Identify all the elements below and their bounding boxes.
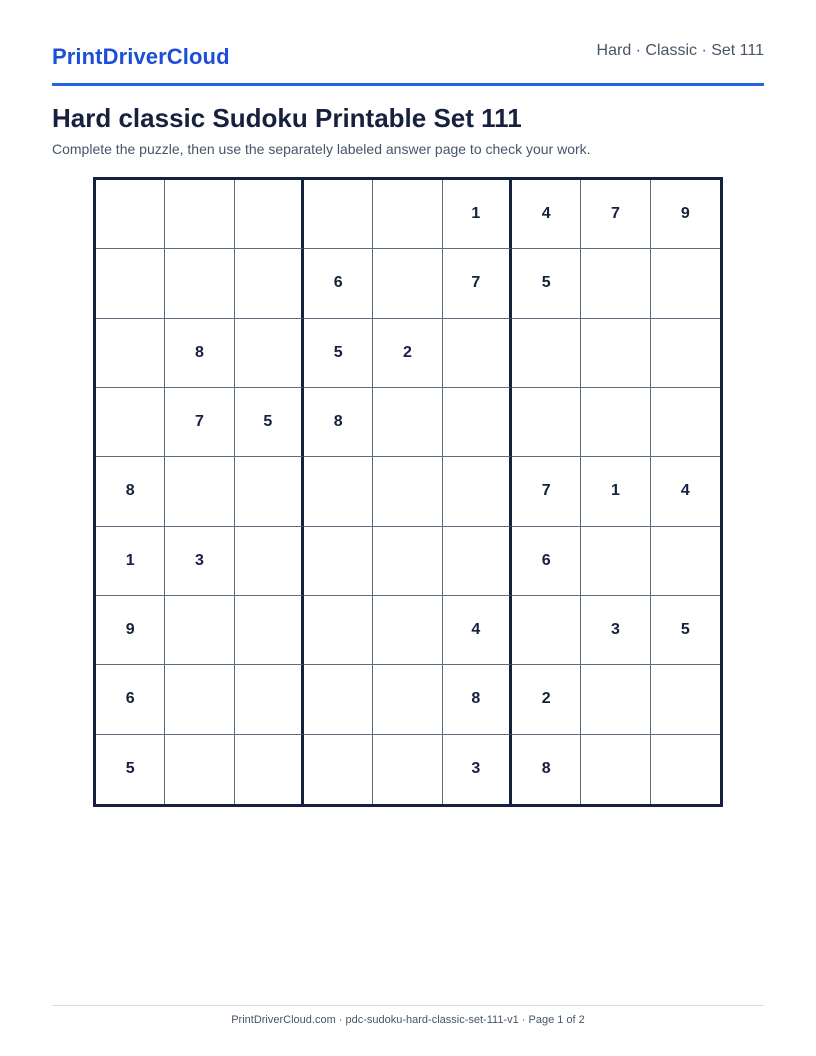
sudoku-cell: [96, 249, 165, 318]
sudoku-cell: [512, 596, 581, 665]
sudoku-cell: [235, 249, 304, 318]
sudoku-cell: [373, 665, 442, 734]
sudoku-cell: [373, 457, 442, 526]
sudoku-cell: [651, 319, 720, 388]
sudoku-cell: [512, 319, 581, 388]
sudoku-cell: 7: [443, 249, 512, 318]
sudoku-cell: [373, 180, 442, 249]
sudoku-cell: [235, 527, 304, 596]
sudoku-cell: [373, 388, 442, 457]
sudoku-cell: [235, 457, 304, 526]
sudoku-cell: 8: [512, 735, 581, 804]
sudoku-cell: 5: [304, 319, 373, 388]
sudoku-cell: [581, 735, 650, 804]
sudoku-cell: [165, 596, 234, 665]
sudoku-cell: 1: [443, 180, 512, 249]
sudoku-cell: [581, 249, 650, 318]
sudoku-cell: [304, 457, 373, 526]
sudoku-cell: [304, 665, 373, 734]
sudoku-cell: 6: [96, 665, 165, 734]
sudoku-cell: 1: [581, 457, 650, 526]
page-footer: PrintDriverCloud.com · pdc-sudoku-hard-classic-set-111-v1 · Page 1 of 2: [231, 1014, 585, 1026]
sudoku-cell: [165, 735, 234, 804]
sudoku-cell: [651, 665, 720, 734]
sudoku-cell: [651, 388, 720, 457]
sudoku-cell: [373, 249, 442, 318]
sudoku-cell: [581, 319, 650, 388]
sudoku-cell: [443, 319, 512, 388]
sudoku-grid: [93, 177, 723, 807]
sudoku-cell: 3: [581, 596, 650, 665]
sudoku-cell: 5: [96, 735, 165, 804]
sudoku-cell: 7: [512, 457, 581, 526]
brand-logo: PrintDriverCloud: [52, 44, 230, 69]
sudoku-cell: 9: [651, 180, 720, 249]
sudoku-cell: 5: [512, 249, 581, 318]
sudoku-cell: [304, 735, 373, 804]
sudoku-cell: [443, 388, 512, 457]
footer-divider: [52, 1005, 764, 1006]
page-header: [52, 0, 764, 86]
sudoku-cell: 6: [304, 249, 373, 318]
sudoku-cell: 4: [443, 596, 512, 665]
sudoku-cell: [235, 735, 304, 804]
sudoku-cell: 5: [235, 388, 304, 457]
sudoku-cell: 7: [165, 388, 234, 457]
sudoku-cell: 9: [96, 596, 165, 665]
sudoku-cell: 5: [651, 596, 720, 665]
sudoku-cell: [373, 596, 442, 665]
page-title: Hard classic Sudoku Printable Set 111: [52, 103, 522, 133]
sudoku-cell: 7: [581, 180, 650, 249]
sudoku-cell: [96, 180, 165, 249]
sudoku-cell: [373, 527, 442, 596]
sudoku-cell: 8: [304, 388, 373, 457]
sudoku-cell: [96, 319, 165, 388]
sudoku-cell: [235, 596, 304, 665]
sudoku-cell: 3: [165, 527, 234, 596]
sudoku-cell: 6: [512, 527, 581, 596]
sudoku-cell: [651, 527, 720, 596]
sudoku-cell: [235, 665, 304, 734]
sudoku-cell: [165, 457, 234, 526]
sudoku-cell: [165, 665, 234, 734]
sudoku-cell: [304, 596, 373, 665]
sudoku-cell: [581, 665, 650, 734]
sudoku-cell: 3: [443, 735, 512, 804]
sudoku-cell: 8: [96, 457, 165, 526]
sudoku-cell: [304, 180, 373, 249]
sudoku-cell: [443, 527, 512, 596]
sudoku-cell: 2: [512, 665, 581, 734]
sudoku-cell: 1: [96, 527, 165, 596]
puzzle-meta: Hard · Classic · Set 111: [596, 42, 764, 59]
sudoku-cell: [235, 180, 304, 249]
sudoku-cell: 2: [373, 319, 442, 388]
sudoku-cell: [581, 388, 650, 457]
sudoku-cell: [512, 388, 581, 457]
sudoku-cell: [651, 249, 720, 318]
sudoku-cell: [373, 735, 442, 804]
sudoku-cell: 8: [165, 319, 234, 388]
sudoku-cell: [235, 319, 304, 388]
sudoku-cell: [96, 388, 165, 457]
sudoku-cell: 4: [651, 457, 720, 526]
sudoku-cell: [304, 527, 373, 596]
sudoku-cell: [581, 527, 650, 596]
sudoku-cell: 4: [512, 180, 581, 249]
sudoku-cell: [165, 249, 234, 318]
sudoku-cell: 8: [443, 665, 512, 734]
sudoku-cell: [443, 457, 512, 526]
sudoku-cell: [651, 735, 720, 804]
sudoku-cell: [165, 180, 234, 249]
page-subtitle: Complete the puzzle, then use the separately labeled answer page to check your work.: [52, 141, 591, 157]
